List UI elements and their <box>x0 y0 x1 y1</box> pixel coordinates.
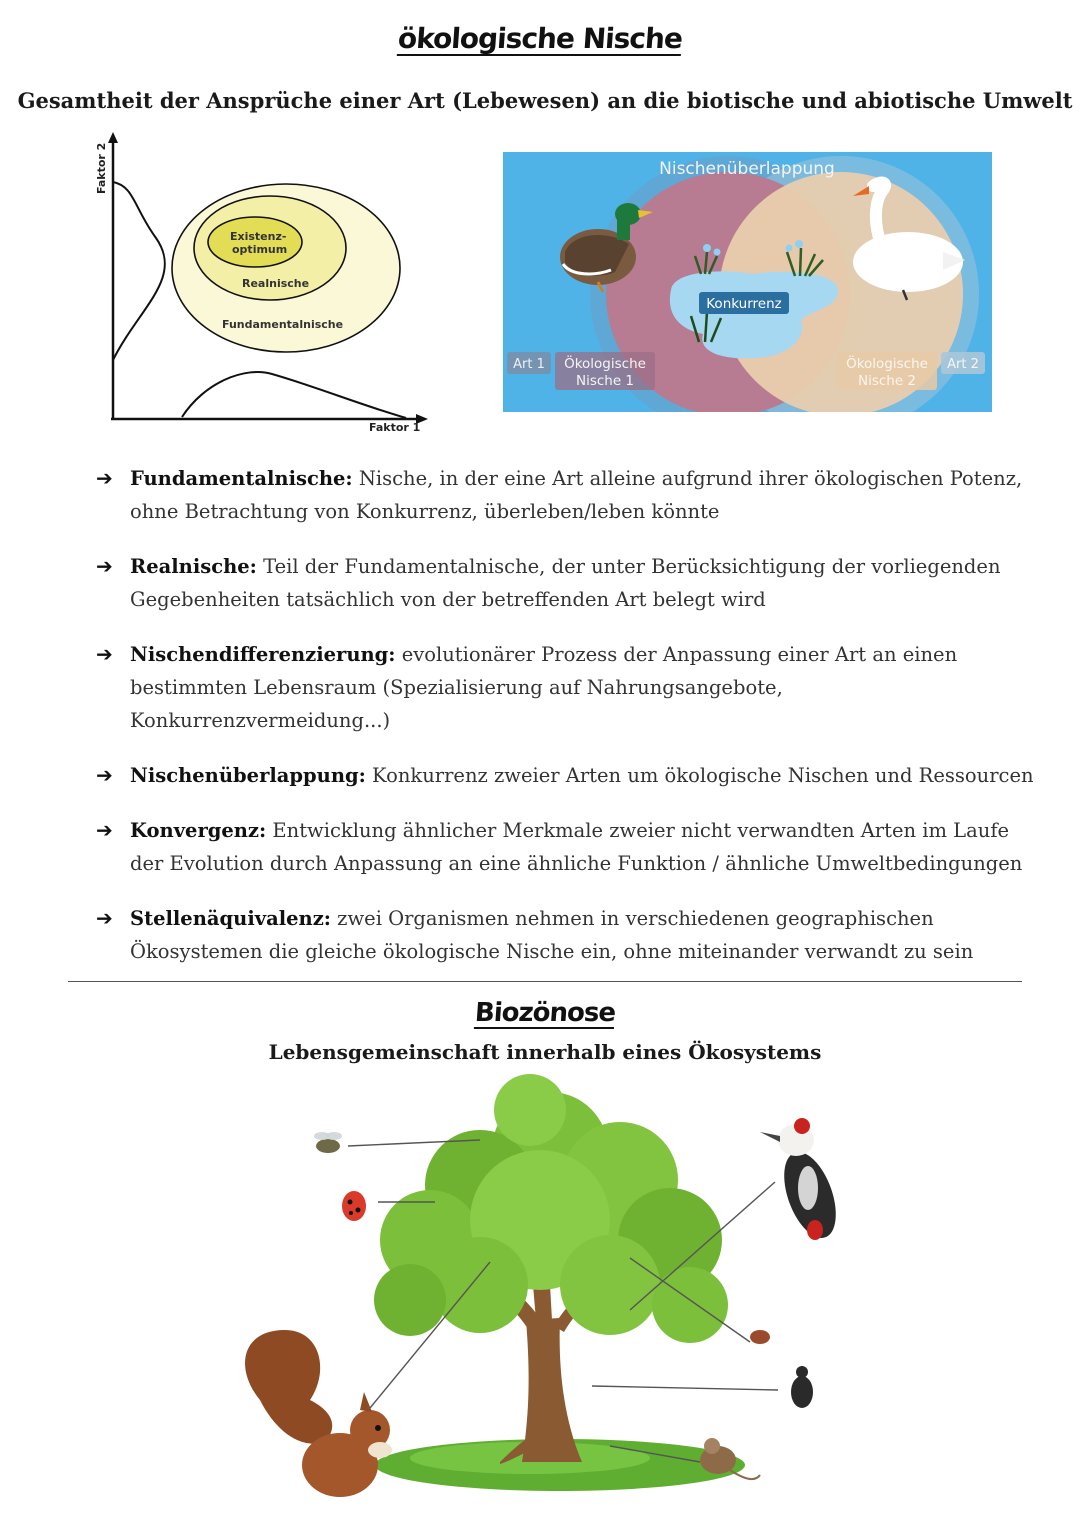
definition-text: Nische, in der eine Art alleine aufgrund ihrer ökologischen Potenz, ohne Betrachtung von Konkurrenz, überleben/leben könnte <box>130 467 1023 523</box>
definition-term: Realnische: <box>130 555 257 578</box>
definition-item <box>96 462 1036 528</box>
definition-term: Konvergenz: <box>130 819 267 842</box>
niche-overlap-diagram <box>503 152 992 412</box>
section-title-biozoenose: Biozönose <box>473 998 617 1028</box>
species-1-tag <box>507 352 551 374</box>
arrow-icon: ➔ <box>96 818 113 842</box>
beetle-icon <box>791 1366 813 1408</box>
definition-list <box>96 462 1036 990</box>
definition-item <box>96 638 1036 737</box>
biocoenosis-illustration <box>230 1070 870 1515</box>
definition-term: Fundamentalnische: <box>130 467 353 490</box>
definition-item <box>96 902 1036 968</box>
tick-icon <box>750 1330 770 1344</box>
ladybug-icon <box>342 1191 366 1221</box>
arrow-icon: ➔ <box>96 906 113 930</box>
x-axis-label: Faktor 1 <box>369 421 421 434</box>
definition-text: Entwicklung ähnlicher Merkmale zweier nicht verwandten Arten im Laufe der Evolution durch Anpassung an eine ähnliche Funktion / ähnliche Umweltbedingungen <box>130 819 1023 875</box>
y-axis-label: Faktor 2 <box>95 142 108 194</box>
page-title: ökologische Nische <box>396 22 684 55</box>
y-axis <box>108 132 118 420</box>
competition-label: Konkurrenz <box>706 296 782 312</box>
niche-2-label: Ökologische <box>846 356 928 372</box>
definition-item <box>96 814 1036 880</box>
niche-2-tag <box>837 352 937 390</box>
definition-item <box>96 759 1036 792</box>
definition-text: Teil der Fundamentalnische, der unter Berücksichtigung der vorliegenden Gegebenheiten tatsächlich von der betreffenden Art belegt wird <box>130 555 1001 611</box>
real-niche-label: Realnische <box>242 277 310 290</box>
definition-item <box>96 550 1036 616</box>
squirrel-icon <box>245 1330 392 1497</box>
section-definition-biozoenose: Lebensgemeinschaft innerhalb eines Ökosystems <box>268 1040 822 1064</box>
niche-1-tag <box>555 352 655 390</box>
definition-term: Stellenäquivalenz: <box>130 907 331 930</box>
existence-optimum-label-2: optimum <box>232 243 288 256</box>
species-2-label: Art 2 <box>947 357 979 372</box>
fundamental-niche-label: Fundamentalnische <box>222 318 344 331</box>
competition-tag <box>699 292 789 314</box>
niche-diagram <box>94 128 434 438</box>
section-definition: Gesamtheit der Ansprüche einer Art (Lebewesen) an die biotische und abiotische Umwelt <box>17 88 1073 113</box>
definition-term: Nischenüberlappung: <box>130 764 366 787</box>
tolerance-curve-factor1 <box>182 372 406 418</box>
overlap-title: Nischenüberlappung <box>659 159 835 179</box>
woodpecker-icon <box>760 1118 846 1245</box>
existence-optimum-label: Existenz- <box>230 230 287 243</box>
arrow-icon: ➔ <box>96 466 113 490</box>
arrow-icon: ➔ <box>96 554 113 578</box>
arrow-icon: ➔ <box>96 642 113 666</box>
arrow-icon: ➔ <box>96 763 113 787</box>
definition-text: evolutionärer Prozess der Anpassung einer Art an einen bestimmten Lebensraum (Spezialisierung auf Nahrungsangebote, Konkurrenzvermeidung...) <box>130 643 958 732</box>
niche-2-label-2: Nische 2 <box>857 373 917 389</box>
definition-term: Nischendifferenzierung: <box>130 643 396 666</box>
niche-1-label-2: Nische 1 <box>575 373 635 389</box>
species-2-tag <box>941 352 985 374</box>
section-divider <box>68 981 1022 982</box>
tolerance-curve-factor2 <box>113 182 165 360</box>
definition-text: Konkurrenz zweier Arten um ökologische Nischen und Ressourcen <box>365 764 1034 787</box>
species-1-label: Art 1 <box>513 357 545 372</box>
niche-1-label: Ökologische <box>564 356 646 372</box>
fly-icon <box>314 1132 342 1153</box>
definition-text: zwei Organismen nehmen in verschiedenen geographischen Ökosystemen die gleiche ökologische Nische ein, ohne miteinander verwandt zu sein <box>130 907 974 963</box>
